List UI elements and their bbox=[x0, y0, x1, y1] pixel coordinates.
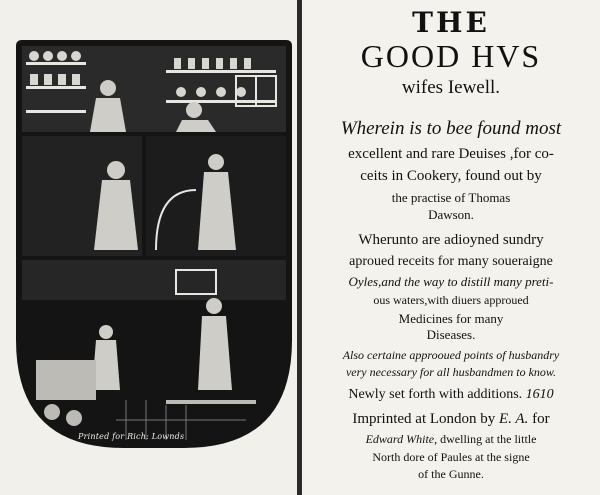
imprint-for: for bbox=[532, 411, 550, 427]
text-ceits: ceits in Cookery, found out by bbox=[360, 168, 542, 184]
text-wherunto: Wherunto are adioyned sundry bbox=[358, 232, 544, 248]
title-line-3: wifes Iewell. bbox=[401, 77, 501, 98]
woodcut-caption: Printed for Rich: Lownds bbox=[78, 432, 185, 441]
bookseller-line bbox=[302, 432, 600, 447]
text-dawson: Dawson. bbox=[428, 207, 474, 222]
title-line-2: GOOD HVS bbox=[360, 38, 542, 74]
text-oyles: Oyles,and the way to distill many preti- bbox=[348, 274, 554, 289]
text-medicines: Medicines for many bbox=[398, 311, 504, 326]
text-north-dore: North dore of Paules at the signe bbox=[372, 450, 530, 464]
title-page bbox=[302, 0, 600, 495]
woodcut-illustration bbox=[16, 40, 292, 448]
newly-set-forth: Newly set forth with additions. bbox=[348, 387, 523, 402]
text-diseases: Diseases. bbox=[426, 327, 476, 342]
publication-year: 1610 bbox=[525, 387, 554, 402]
imprint-printer: E. A. bbox=[499, 411, 529, 427]
text-very: very necessary for all husbandmen to know. bbox=[345, 365, 557, 379]
title-line-1: THE bbox=[412, 6, 490, 39]
bookseller-rest: dwelling at the little bbox=[440, 432, 537, 446]
bookseller-name: Edward White, bbox=[365, 432, 438, 446]
text-wherein: Wherein is to bee found most bbox=[340, 118, 562, 139]
text-newly bbox=[302, 387, 600, 403]
imprint-label: Imprinted at London by bbox=[352, 411, 496, 427]
text-gunne: of the Gunne. bbox=[418, 467, 484, 481]
text-practise: the practise of Thomas bbox=[391, 190, 511, 205]
imprint-line bbox=[302, 411, 600, 428]
text-also: Also certaine approoued points of husbandry bbox=[342, 348, 560, 362]
text-approued: aproued receits for many soueraigne bbox=[349, 254, 553, 269]
frontispiece-page bbox=[0, 0, 297, 495]
text-ous-waters: ous waters,with diuers approued bbox=[373, 293, 529, 307]
text-excellent: excellent and rare Deuises ,for co- bbox=[348, 146, 554, 162]
